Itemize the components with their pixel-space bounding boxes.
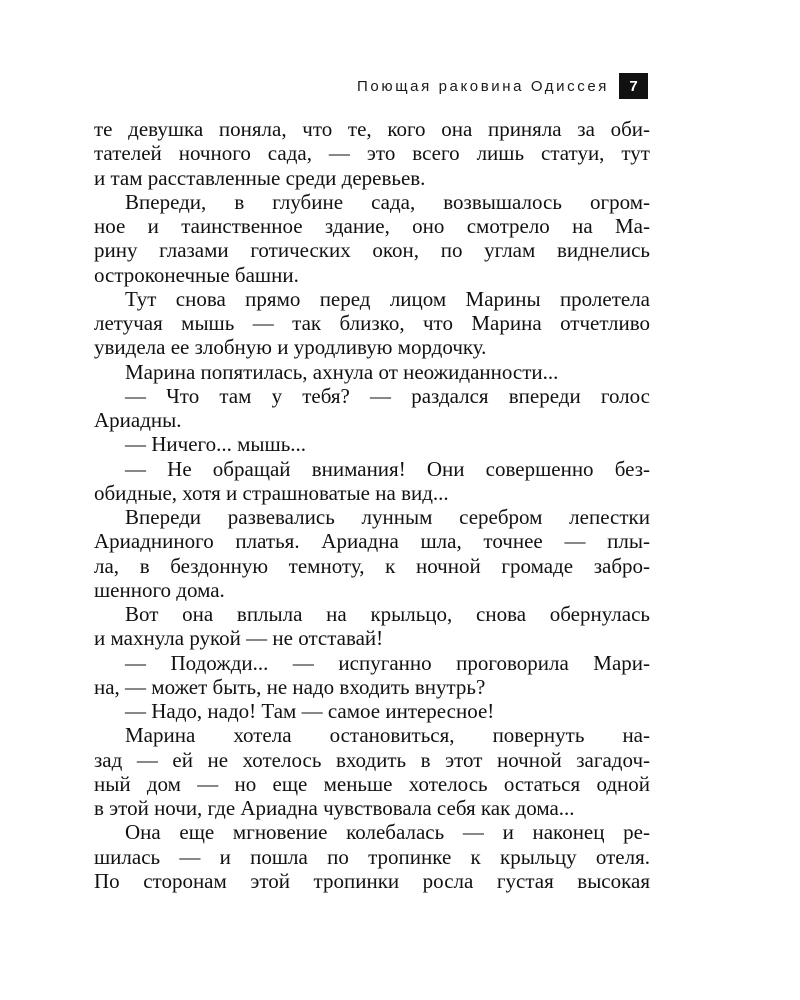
text-line: Марина попятилась, ахнула от неожиданности...	[125, 359, 559, 384]
text-line: и махнула рукой — не отставай!	[94, 626, 384, 651]
text-line: Ариадниного платья. Ариадна шла, точнее — плы-	[94, 529, 650, 554]
text-line: на, — может быть, не надо входить внутрь?	[94, 674, 486, 699]
text-line: — Не обращай внимания! Они совершенно без-	[125, 456, 650, 481]
text-line: увидела ее злобную и уродливую мордочку.	[94, 335, 487, 360]
running-title: Поющая раковина Одиссея	[357, 77, 609, 95]
text-line: Она еще мгновение колебалась — и наконец ре-	[125, 820, 650, 845]
text-line: Вот она вплыла на крыльцо, снова обернулась	[125, 602, 650, 626]
text-line: те девушка поняла, что те, кого она приняла за оби-	[94, 117, 650, 141]
text-line: обидные, хотя и страшноватые на вид...	[94, 480, 449, 505]
text-line: шенного дома.	[94, 577, 225, 602]
text-line: остроконечные башни.	[94, 262, 299, 287]
text-line: в этой ночи, где Ариадна чувствовала себя как дома...	[94, 796, 575, 820]
text-line: — Ничего... мышь...	[125, 432, 307, 457]
text-line: Впереди, в глубине сада, возвышалось огром-	[125, 189, 650, 214]
text-line: летучая мышь — так близко, что Марина отчетливо	[94, 311, 650, 335]
text-line: Тут снова прямо перед лицом Марины пролетела	[125, 286, 650, 311]
text-line: зад — ей не хотелось входить в этот ночной загадоч-	[94, 747, 650, 772]
text-line: и там расставленные среди деревьев.	[94, 165, 426, 190]
text-line: — Надо, надо! Там — самое интересное!	[125, 699, 495, 723]
text-line: ное и таинственное здание, оно смотрело на Ма-	[94, 214, 650, 238]
running-head	[357, 73, 648, 99]
text-line: тателей ночного сада, — это всего лишь статуи, тут	[94, 141, 650, 166]
text-line: Впереди развевались лунным серебром лепестки	[125, 505, 650, 529]
body-text	[94, 117, 650, 893]
text-line: Марина хотела остановиться, повернуть на-	[125, 723, 650, 748]
text-line: ла, в бездонную темноту, к ночной громаде забро-	[94, 553, 650, 578]
text-line: ный дом — но еще меньше хотелось остаться одной	[94, 771, 650, 796]
text-line: рину глазами готических окон, по углам виднелись	[94, 238, 650, 263]
text-line: — Что там у тебя? — раздался впереди голос	[125, 383, 650, 408]
page-number: 7	[619, 73, 648, 99]
text-line: По сторонам этой тропинки росла густая высокая	[94, 868, 650, 893]
text-line: шилась — и пошла по тропинке к крыльцу отеля.	[94, 844, 650, 869]
text-line: — Подожди... — испуганно проговорила Мари-	[125, 650, 650, 675]
text-line: Ариадны.	[94, 408, 182, 432]
